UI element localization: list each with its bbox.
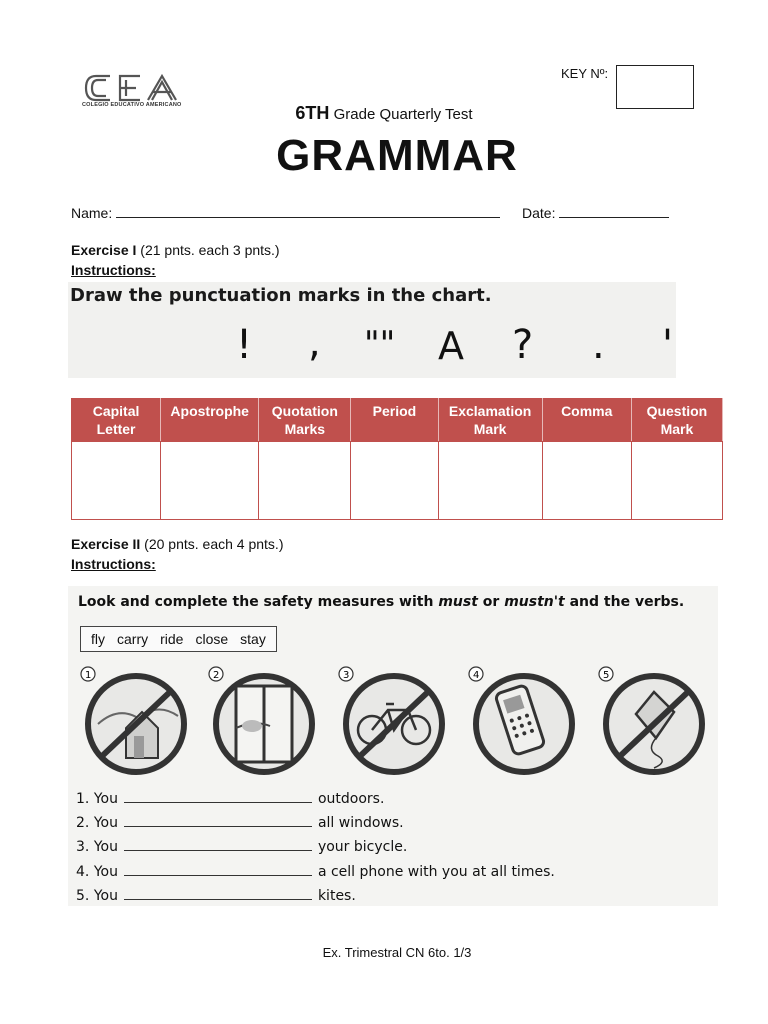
answer-cell-comma[interactable] <box>542 442 631 520</box>
chart-header-row <box>72 399 723 442</box>
chart-col-capital-letter: Capital Letter <box>72 399 161 442</box>
picture-4-cellphone-icon <box>466 666 578 776</box>
mark-question: ? <box>512 322 534 368</box>
sentence-number: 2. <box>76 815 90 831</box>
exercise-1-heading <box>71 242 280 258</box>
word-bank-item: fly <box>91 631 105 647</box>
sentence-number: 1. <box>76 791 90 807</box>
chart-col-comma: Comma <box>542 399 631 442</box>
picture-5-number: 5 <box>603 670 610 681</box>
safety-pictures <box>72 664 716 776</box>
answer-cell-apostrophe[interactable] <box>161 442 259 520</box>
punctuation-chart <box>71 398 723 520</box>
exercise-1-scanned-image <box>68 282 676 378</box>
answer-blank[interactable] <box>124 863 312 876</box>
picture-2-window-icon <box>206 666 318 776</box>
exercise-1-points: (21 pnts. each 3 pnts.) <box>140 242 280 258</box>
picture-5-kite-icon <box>596 666 708 776</box>
word-bank-item: ride <box>160 631 184 647</box>
sentence-end: a cell phone with you at all times. <box>317 864 555 880</box>
exercise-2-heading <box>71 536 283 552</box>
word-bank <box>80 626 277 652</box>
sentence-start: You <box>93 815 118 831</box>
exercise-1-label: Exercise I <box>71 242 137 258</box>
mark-capital-a: A <box>438 324 464 368</box>
prompt-must: must <box>438 594 478 610</box>
date-blank[interactable] <box>559 204 669 218</box>
mark-exclamation: ! <box>236 322 253 368</box>
test-subtitle <box>0 103 768 124</box>
mark-apostrophe: ' <box>662 322 673 368</box>
word-bank-item: carry <box>117 631 149 647</box>
answer-cell-exclamation-mark[interactable] <box>438 442 542 520</box>
answer-cell-question-mark[interactable] <box>631 442 722 520</box>
word-bank-item: stay <box>240 631 266 647</box>
sentence-1 <box>76 790 384 807</box>
sentence-start: You <box>93 791 118 807</box>
chart-col-quotation-marks: Quotation Marks <box>259 399 351 442</box>
sentence-end: all windows. <box>317 815 404 831</box>
sentence-2 <box>76 814 404 831</box>
chart-col-period: Period <box>351 399 438 442</box>
sentence-start: You <box>93 864 118 880</box>
answer-cell-quotation-marks[interactable] <box>259 442 351 520</box>
chart-col-question-mark: Question Mark <box>631 399 722 442</box>
mark-comma: , <box>308 320 321 366</box>
sentence-end: outdoors. <box>317 791 385 807</box>
sentence-5 <box>76 887 356 904</box>
word-bank-item: close <box>195 631 229 647</box>
mark-period: . <box>592 322 605 368</box>
grade-label: 6TH <box>295 103 330 123</box>
sentence-number: 3. <box>76 839 90 855</box>
exercise-1-instructions-label: Instructions: <box>71 262 156 278</box>
picture-1-house-icon <box>78 666 190 776</box>
picture-2-number: 2 <box>213 670 220 681</box>
picture-1-number: 1 <box>85 670 92 681</box>
key-number-label: KEY Nº: <box>561 66 609 81</box>
chart-answer-row <box>72 442 723 520</box>
answer-blank[interactable] <box>124 887 312 900</box>
exercise-2-instructions-label: Instructions: <box>71 556 156 572</box>
prompt-part-1: Look and complete the safety measures with <box>78 594 439 610</box>
sentence-start: You <box>93 888 118 904</box>
exercise-2-prompt <box>78 594 684 610</box>
answer-blank[interactable] <box>124 814 312 827</box>
sentence-start: You <box>93 839 118 855</box>
date-label: Date: <box>522 205 556 221</box>
exercise-2-points: (20 pnts. each 4 pnts.) <box>144 536 284 552</box>
subtitle-text: Grade Quarterly Test <box>333 106 473 123</box>
page-title: GRAMMAR <box>276 131 518 180</box>
answer-blank[interactable] <box>124 790 312 803</box>
sentence-end: your bicycle. <box>317 839 408 855</box>
name-field[interactable] <box>71 204 500 221</box>
answer-cell-period[interactable] <box>351 442 438 520</box>
sentence-number: 4. <box>76 864 90 880</box>
mark-quotation: "" <box>364 324 396 364</box>
chart-col-apostrophe: Apostrophe <box>161 399 259 442</box>
picture-3-number: 3 <box>343 670 350 681</box>
picture-4-number: 4 <box>473 670 480 681</box>
exercise-1-prompt: Draw the punctuation marks in the chart. <box>70 285 492 306</box>
answer-cell-capital-letter[interactable] <box>72 442 161 520</box>
exercise-2-label: Exercise II <box>71 536 141 552</box>
page-footer: Ex. Trimestral CN 6to. 1/3 <box>322 945 472 960</box>
sentence-4 <box>76 863 555 880</box>
sentence-end: kites. <box>317 888 356 904</box>
picture-3-bicycle-icon <box>336 666 448 776</box>
logo-subtitle: COLEGIO EDUCATIVO AMERICANO <box>82 102 182 108</box>
prompt-or: or <box>477 594 505 610</box>
sentence-3 <box>76 838 407 855</box>
chart-col-exclamation-mark: Exclamation Mark <box>438 399 542 442</box>
name-blank[interactable] <box>116 204 500 218</box>
sentence-number: 5. <box>76 888 90 904</box>
exercise-2-scanned-image <box>68 586 718 906</box>
prompt-mustnt: mustn't <box>504 594 565 610</box>
date-field[interactable] <box>522 204 669 221</box>
answer-blank[interactable] <box>124 838 312 851</box>
name-label: Name: <box>71 205 113 221</box>
prompt-part-2: and the verbs. <box>564 594 685 610</box>
